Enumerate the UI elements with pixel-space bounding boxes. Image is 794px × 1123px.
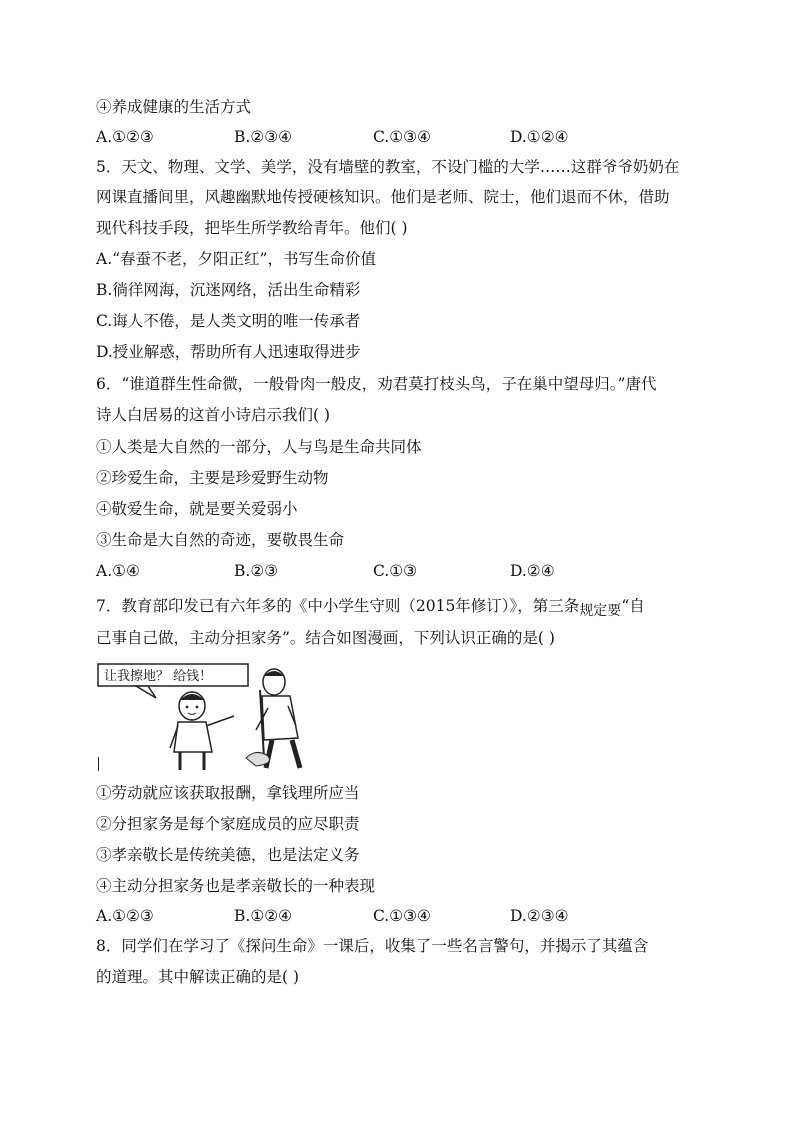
q7-stem-line-2: 己事自己做，主动分担家务”。结合如图漫画，下列认识正确的是( ) — [96, 629, 555, 647]
text-cursor-mark — [98, 757, 99, 771]
speech-bubble-tail — [136, 686, 156, 698]
q8-stem-line-2: 的道理。其中解读正确的是( ) — [96, 968, 300, 986]
q5-option-d: D.授业解惑，帮助所有人迅速取得进步 — [96, 343, 361, 361]
q4-option-a: A.①②③ — [96, 128, 154, 146]
q6-option-d: D.②④ — [510, 562, 555, 580]
q5-stem-line-3: 现代科技手段，把毕生所学教给青年。他们( ) — [96, 219, 408, 237]
q7-option-a: A.①②③ — [96, 907, 154, 925]
q4-options — [96, 127, 696, 147]
q8-stem-line-1: 8．同学们在学习了《探问生命》一课后，收集了一些名言警句，并揭示了其蕴含 — [96, 937, 649, 955]
q7-item-3: ③孝亲敬长是传统美德，也是法定义务 — [96, 846, 360, 864]
man-figure — [246, 669, 300, 768]
q7-option-b: B.①②④ — [234, 907, 293, 925]
q7-stem-line-1 — [96, 596, 645, 617]
q7-item-2: ②分担家务是每个家庭成员的应尽职责 — [96, 815, 360, 833]
q7-option-c: C.①③④ — [373, 907, 431, 925]
q5-option-c: C.诲人不倦，是人类文明的唯一传承者 — [96, 312, 361, 330]
q5-stem-line-2: 网课直播间里，风趣幽默地传授硬核知识。他们是老师、院士，他们退而不休，借助 — [96, 188, 670, 206]
q4-option-c: C.①③④ — [373, 128, 431, 146]
q7-stem-part-3: “自 — [621, 597, 645, 615]
q6-item-4: ③生命是大自然的奇迹，要敬畏生命 — [96, 531, 345, 549]
q7-option-d: D.②③④ — [510, 907, 569, 925]
mop-head — [246, 752, 270, 766]
q7-options — [96, 906, 696, 926]
q7-item-4: ④主动分担家务也是孝亲敬长的一种表现 — [96, 877, 376, 895]
q4-option-b: B.②③④ — [234, 128, 293, 146]
q6-option-c: C.①③ — [373, 562, 418, 580]
comic-illustration — [96, 660, 336, 772]
q6-option-a: A.①④ — [96, 562, 140, 580]
q6-stem-line-2: 诗人白居易的这首小诗启示我们( ) — [96, 406, 331, 424]
q4-item-4: ④养成健康的生活方式 — [96, 98, 252, 116]
boy-figure — [170, 692, 234, 770]
q7-stem-part-2: 规定要 — [579, 603, 622, 619]
q6-item-1: ①人类是大自然的一部分，人与鸟是生命共同体 — [96, 438, 422, 456]
q5-option-a: A.“春蚕不老，夕阳正红”，书写生命价值 — [96, 250, 376, 268]
q5-stem-line-1: 5．天文、物理、文学、美学，没有墙壁的教室，不设门槛的大学……这群爷爷奶奶在 — [96, 158, 680, 176]
speech-bubble-text: 让我擦地？ 给钱！ — [104, 669, 213, 684]
q7-item-1: ①劳动就应该获取报酬，拿钱理所应当 — [96, 784, 360, 802]
q6-option-b: B.②③ — [234, 562, 279, 580]
q6-stem-line-1: 6．“谁道群生性命微，一般骨肉一般皮，劝君莫打枝头鸟，子在巢中望母归。”唐代 — [96, 375, 657, 393]
q6-options — [96, 561, 696, 581]
q6-item-2: ②珍爱生命，主要是珍爱野生动物 — [96, 469, 329, 487]
q6-item-3: ④敬爱生命，就是要关爱弱小 — [96, 500, 298, 518]
q4-option-d: D.①②④ — [510, 128, 569, 146]
q5-option-b: B.徜徉网海，沉迷网络，活出生命精彩 — [96, 281, 361, 299]
q7-stem-part-1: 7．教育部印发已有六年多的《中小学生守则（2015年修订）》，第三条 — [96, 597, 580, 615]
